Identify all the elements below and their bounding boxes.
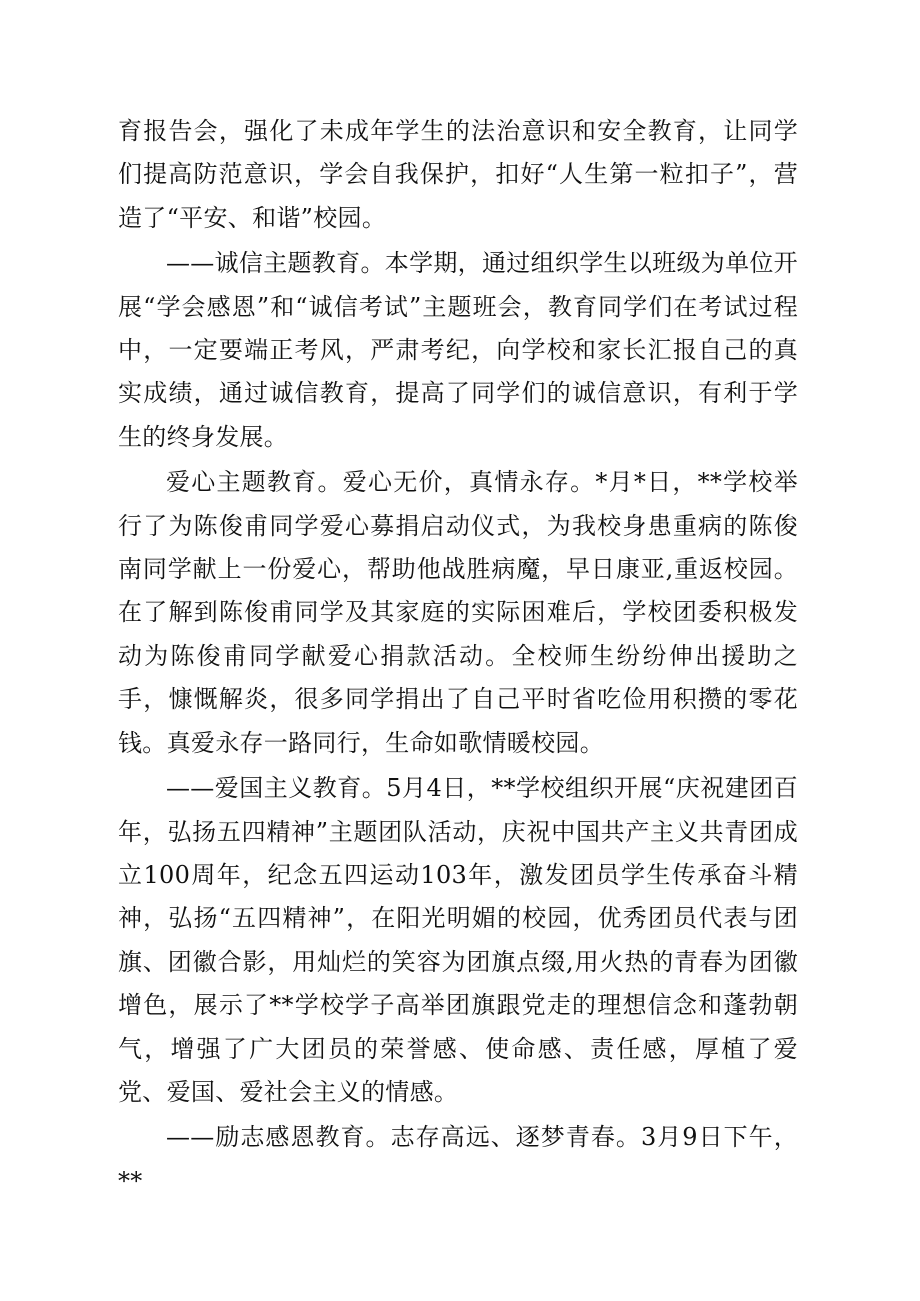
paragraph-integrity-education: ——诚信主题教育。本学期，通过组织学生以班级为单位开展“学会感恩”和“诚信考试”主题班会，教育同学们在考试过程中，一定要端正考风，严肃考纪，向学校和家长汇报自己的真实成绩，通过诚信教育，提高了同学们的诚信意识，有利于学生的终身发展。 bbox=[118, 249, 798, 451]
paragraph-safety-education-end: 育报告会，强化了未成年学生的法治意识和安全教育，让同学们提高防范意识，学会自我保护，扣好“人生第一粒扣子”，营造了“平安、和谐”校园。 bbox=[118, 117, 798, 232]
paragraph-patriotic-education: ——爱国主义教育。5月4日，**学校组织开展“庆祝建团百年，弘扬五四精神”主题团队活动，庆祝中国共产主义共青团成立100周年，纪念五四运动103年，激发团员学生传承奋斗精神，弘扬“五四精神”，在阳光明媚的校园，优秀团员代表与团旗、团徽合影，用灿烂的笑容为团旗点缀,用火热的青春为团徽增色，展示了**学校学子高举团旗跟党走的理想信念和蓬勃朝气，增强了广大团员的荣誉感、使命感、责任感，厚植了爱党、爱国、爱社会主义的情感。 bbox=[118, 774, 798, 1106]
document-body bbox=[118, 110, 798, 1205]
paragraph-charity-education: 爱心主题教育。爱心无价，真情永存。*月*日，**学校举行了为陈俊甫同学爱心募捐启动仪式，为我校身患重病的陈俊南同学献上一份爱心，帮助他战胜病魔，早日康亚,重返校园。在了解到陈俊甫同学及其家庭的实际困难后，学校团委积极发动为陈俊甫同学献爱心捐款活动。全校师生纷纷伸出援助之手，慷慨解炎，很多同学捐出了自己平时省吃俭用积攒的零花钱。真爱永存一路同行，生命如歌情暖校园。 bbox=[118, 468, 798, 757]
paragraph-inspirational-education: ——励志感恩教育。志存高远、逐梦青春。3月9日下午，** bbox=[118, 1123, 798, 1195]
